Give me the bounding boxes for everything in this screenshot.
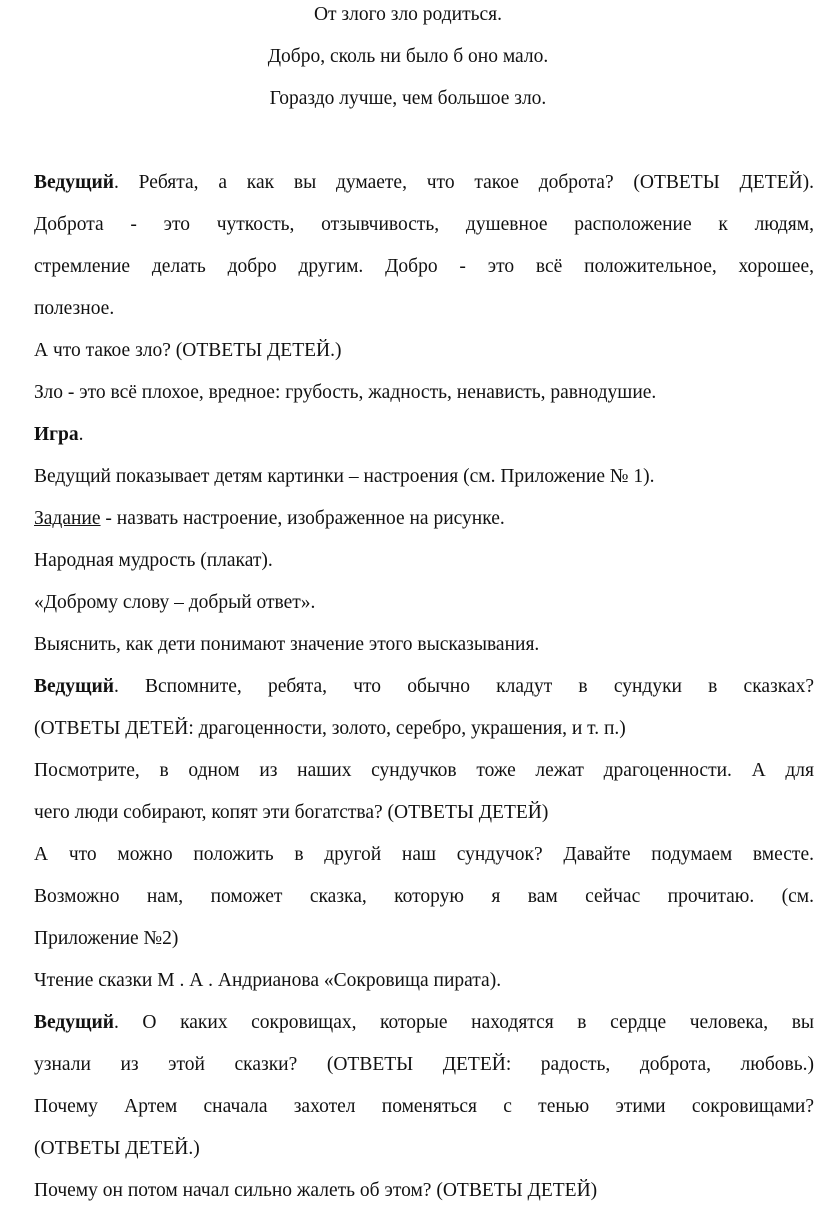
- paragraph-line: Ведущий показывает детям картинки – настроения (см. Приложение № 1).: [34, 466, 655, 487]
- paragraph-line: А что можно положить в другой наш сундучок? Давайте подумаем вместе.: [34, 844, 814, 865]
- heading-dot: .: [78, 424, 84, 445]
- poem-line-1: От злого зло родиться.: [313, 4, 503, 25]
- task-label: Задание: [34, 508, 101, 529]
- proverb: «Доброму слову – добрый ответ».: [34, 592, 316, 613]
- paragraph-line: стремление делать добро другим. Добро - это всё положительное, хорошее,: [34, 256, 814, 277]
- paragraph-line: [34, 504, 505, 534]
- paragraph-line: (ОТВЕТЫ ДЕТЕЙ.): [34, 1138, 200, 1159]
- paragraph-line: Народная мудрость (плакат).: [34, 550, 273, 571]
- paragraph-text: . О каких сокровищах, которые находятся в сердце человека, вы: [113, 1012, 814, 1033]
- paragraph-line: [34, 1008, 814, 1038]
- paragraph-line: Почему он потом начал сильно жалеть об этом? (ОТВЕТЫ ДЕТЕЙ): [34, 1180, 598, 1201]
- paragraph-line: Доброта - это чуткость, отзывчивость, душевное расположение к людям,: [34, 214, 814, 235]
- paragraph-line: Возможно нам, поможет сказка, которую я вам сейчас прочитаю. (см.: [34, 886, 814, 907]
- paragraph-line: чего люди собирают, копят эти богатства? (ОТВЕТЫ ДЕТЕЙ): [34, 802, 549, 823]
- task-text: - назвать настроение, изображенное на рисунке.: [100, 508, 505, 529]
- poem-line-3: Гораздо лучше, чем большое зло.: [269, 88, 547, 109]
- paragraph-line: [34, 672, 814, 702]
- paragraph-line: Приложение №2): [34, 928, 179, 949]
- paragraph-line: [34, 168, 814, 198]
- speaker-label: Ведущий: [34, 172, 114, 193]
- paragraph-line: Зло - это всё плохое, вредное: грубость, жадность, ненависть, равнодушие.: [34, 382, 657, 403]
- paragraph-line: Почему Артем сначала захотел поменяться с тенью этими сокровищами?: [34, 1096, 814, 1117]
- paragraph-text: . Ребята, а как вы думаете, что такое доброта? (ОТВЕТЫ ДЕТЕЙ).: [113, 172, 814, 193]
- paragraph-text: . Вспомните, ребята, что обычно кладут в сундуки в сказках?: [113, 676, 814, 697]
- paragraph-line: узнали из этой сказки? (ОТВЕТЫ ДЕТЕЙ: радость, доброта, любовь.): [34, 1054, 814, 1075]
- paragraph-line: Выяснить, как дети понимают значение этого высказывания.: [34, 634, 540, 655]
- game-label: Игра: [34, 424, 79, 445]
- speaker-label: Ведущий: [34, 1012, 114, 1033]
- paragraph-line: Чтение сказки М . А . Андрианова «Сокровища пирата).: [34, 970, 502, 991]
- speaker-label: Ведущий: [34, 676, 114, 697]
- paragraph-line: полезное.: [34, 298, 115, 319]
- paragraph-line: А что такое зло? (ОТВЕТЫ ДЕТЕЙ.): [34, 340, 342, 361]
- paragraph-line: Посмотрите, в одном из наших сундучков тоже лежат драгоценности. А для: [34, 760, 814, 781]
- section-heading: [34, 420, 84, 450]
- paragraph-line: (ОТВЕТЫ ДЕТЕЙ: драгоценности, золото, серебро, украшения, и т. п.): [34, 718, 626, 739]
- poem-line-2: Добро, сколь ни было б оно мало.: [267, 46, 549, 67]
